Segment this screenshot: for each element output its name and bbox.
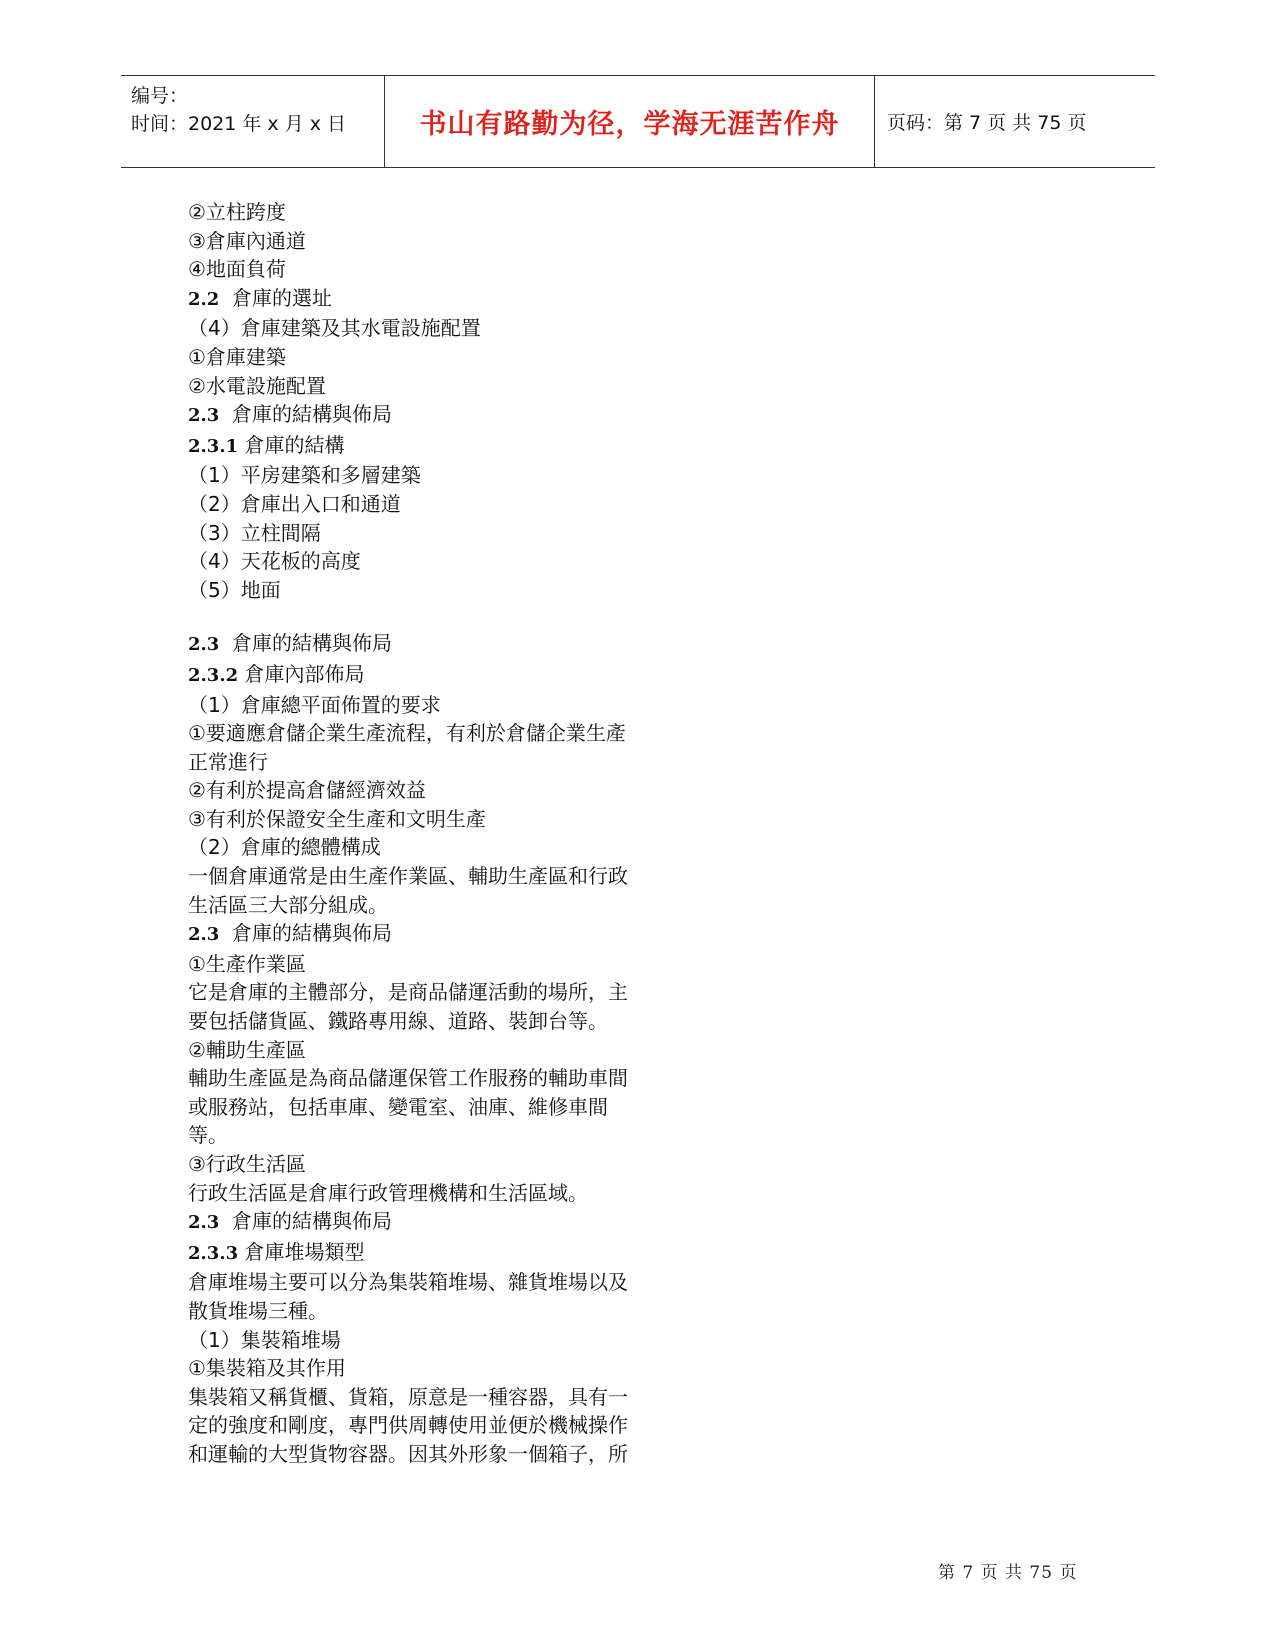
- body-text-line: 2.3.3 倉庫堆場類型: [188, 1239, 365, 1264]
- body-text-line: 倉庫堆場主要可以分為集裝箱堆場、雜貨堆場以及: [188, 1270, 628, 1295]
- body-text-line: 生活區三大部分組成。: [188, 892, 388, 917]
- body-text-line: 2.2 倉庫的選址: [188, 285, 333, 310]
- body-text-line: [188, 604, 698, 629]
- body-text-line: 定的強度和剛度，專門供周轉使用並便於機械操作: [188, 1413, 628, 1438]
- document-body: [188, 198, 698, 1469]
- document-number-label: 编号：: [131, 85, 189, 107]
- body-text-line: ③行政生活區: [188, 1152, 306, 1176]
- document-header: [121, 75, 1155, 168]
- body-text-line: ④地面負荷: [188, 257, 286, 282]
- body-text-line: （2）倉庫出入口和通道: [188, 491, 401, 516]
- body-text-line: ②有利於提高倉儲經濟效益: [188, 778, 426, 803]
- body-text-line: ①生產作業區: [188, 951, 306, 976]
- body-text-line: （1）倉庫總平面佈置的要求: [188, 692, 441, 717]
- body-text-line: （1）平房建築和多層建築: [188, 463, 421, 488]
- body-text-line: （1）集裝箱堆場: [188, 1327, 341, 1352]
- body-text-line: 或服務站，包括車庫、變電室、油庫、維修車間: [188, 1094, 608, 1119]
- body-text-line: 2.3 倉庫的結構與佈局: [188, 631, 393, 656]
- body-text-line: 2.3 倉庫的結構與佈局: [188, 402, 393, 427]
- page-footer: 第 7 页 共 75 页: [938, 1563, 1078, 1583]
- body-text-line: （2）倉庫的總體構成: [188, 835, 381, 860]
- body-text-line: ②水電設施配置: [188, 373, 326, 398]
- body-text-line: 2.3 倉庫的結構與佈局: [188, 921, 393, 946]
- body-text-line: ①倉庫建築: [188, 344, 286, 369]
- body-text-line: 行政生活區是倉庫行政管理機構和生活區域。: [188, 1180, 588, 1205]
- body-text-line: 2.3.1 倉庫的結構: [188, 432, 345, 457]
- body-text-line: 正常進行: [188, 749, 268, 774]
- body-text-line: 2.3 倉庫的結構與佈局: [188, 1209, 393, 1234]
- body-text-line: 輔助生產區是為商品儲運保管工作服務的輔助車間: [188, 1066, 628, 1091]
- body-text-line: （4）天花板的高度: [188, 549, 361, 574]
- body-text-line: 等。: [188, 1123, 228, 1148]
- body-text-line: （3）立柱間隔: [188, 520, 321, 545]
- body-text-line: ①集裝箱及其作用: [188, 1356, 346, 1381]
- body-text-line: ②立柱跨度: [188, 200, 286, 224]
- body-text-line: 散貨堆場三種。: [188, 1298, 328, 1323]
- motto-text: 书山有路勤为径，学海无涯苦作舟: [419, 109, 840, 140]
- header-page-cell: [875, 76, 1155, 167]
- body-text-line: 要包括儲貨區、鐵路專用線、道路、裝卸台等。: [188, 1009, 608, 1034]
- document-date-label: 时间：2021 年 x 月 x 日: [131, 113, 347, 135]
- body-text-line: ②輔助生產區: [188, 1037, 306, 1062]
- body-text-line: 一個倉庫通常是由生產作業區、輔助生產區和行政: [188, 864, 628, 889]
- header-page-info: 页码：第 7 页 共 75 页: [887, 112, 1087, 134]
- body-text-line: ③有利於保證安全生產和文明生產: [188, 806, 486, 831]
- body-text-line: 它是倉庫的主體部分，是商品儲運活動的場所，主: [188, 980, 628, 1005]
- body-text-line: 和運輸的大型貨物容器。因其外形象一個箱子，所: [188, 1441, 628, 1466]
- body-text-line: 集裝箱又稱貨櫃、貨箱，原意是一種容器，具有一: [188, 1384, 628, 1409]
- header-motto-cell: [385, 76, 875, 167]
- body-text-line: ①要適應倉儲企業生產流程，有利於倉儲企業生產: [188, 721, 626, 746]
- body-text-line: （5）地面: [188, 577, 281, 602]
- body-text-line: 2.3.2 倉庫內部佈局: [188, 661, 365, 686]
- body-text-line: （4）倉庫建築及其水電設施配置: [188, 316, 481, 341]
- header-meta-cell: [121, 76, 385, 167]
- body-text-line: ③倉庫內通道: [188, 228, 306, 253]
